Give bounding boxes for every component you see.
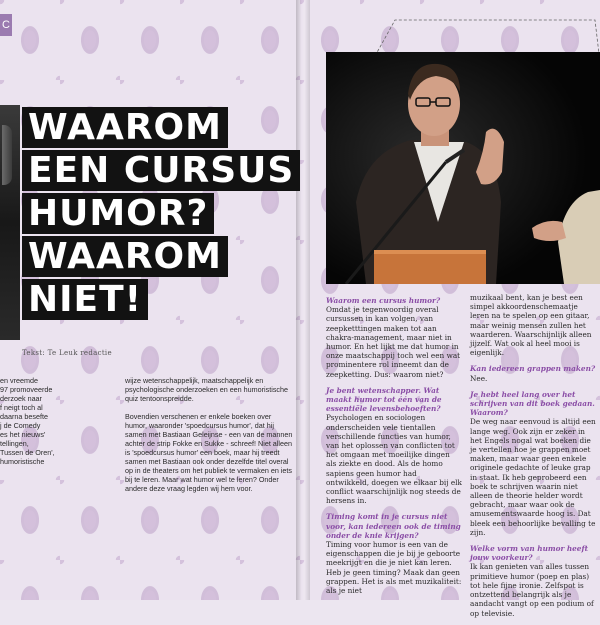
answer: muzikaal bent, kan je best een simpel akkoordenschemaatje leren na te spelen op een gitaar, maar weinig mensen zullen het waarderen. Waarschijnlijk alleen jijzelf. Wat ook al heel mooi is eigenlijk. (470, 293, 592, 358)
text-line: humoristische (0, 457, 45, 466)
headline (22, 107, 300, 322)
text-line: tellingen, (0, 439, 29, 448)
question: Waarom een cursus humor? (326, 296, 441, 305)
question: Welke vorm van humor heeft jouw voorkeur? (470, 544, 588, 563)
qa-block (326, 296, 462, 379)
section-tab: C (0, 14, 12, 36)
qa-block (470, 390, 598, 537)
byline: Tekst: Te Leuk redactie (22, 349, 112, 357)
qa-block (326, 386, 462, 506)
text-line: 97 promoveerde (0, 385, 53, 394)
portrait-photo-left (0, 105, 20, 340)
question: Je hebt heel lang over het schrijven van dit boek gedaan. Waarom? (470, 389, 595, 418)
answer: Nee. (470, 373, 488, 383)
paragraph: wijze wetenschappelijk, maatschappelijk en psychologische onderzoeken en een humoristische quiz tentoonspreidde. (125, 376, 289, 403)
text-line: daarna besefte (0, 412, 48, 421)
headline-line: WAAROM (22, 107, 228, 148)
answer: Timing voor humor is een van de eigenschappen die je bij je geboorte meekrijgt en die je niet kan leren. Heb je geen timing? Maak dan geen grappen. Het is als met muzikaliteit: als je niet (326, 540, 462, 596)
qa-block (470, 544, 598, 618)
text-line: en vreemde (0, 376, 38, 385)
headline-line: NIET! (22, 279, 148, 320)
qa-block (470, 364, 598, 382)
headline-line: HUMOR? (22, 193, 214, 234)
interview-column-1 (326, 296, 462, 602)
qa-block (326, 512, 462, 595)
left-text-column-1 (0, 376, 110, 466)
text-line: es het nieuws' (0, 430, 46, 439)
text-line: j de Comedy (0, 421, 41, 430)
portrait-ear (2, 125, 12, 185)
headline-line: WAAROM (22, 236, 228, 277)
headline-line: EEN CURSUS (22, 150, 300, 191)
speaker-photo (326, 52, 600, 284)
question: Kan iedereen grappen maken? (470, 364, 596, 374)
answer: Psychologen en sociologen onderscheiden vele tientallen verschillende functies van humor, van het oplossen van conflicten tot het omgaan met moeilijke dingen als ziekte en dood. Als de homo sapiens geen humor had ontwikkeld, doegen we elkaar bij elk conflict waarschijnlijk nog steeds de hersens in. (326, 413, 462, 506)
paragraph: Bovendien verschenen er enkele boeken over humor, waaronder 'spoedcursus humor', dat hij samen met Bastiaan Geleijnse - een van de mannen achter de strip Fokke en Sukke - schreef! Niet alleen is 'spoedcursus humor' een boek, maar hij treedt samen met Bastiaan ook onder dezelfde titel overal op in de theaters om het publiek te vermaken en iets bij te leren. Maar wat humor wel te leren? Onder andere deze vraag legden wij hem voor. (125, 412, 293, 493)
interview-column-2 (470, 293, 598, 625)
left-text-column-2 (125, 376, 293, 502)
qa-block (470, 293, 598, 357)
text-line: derzoek naar (0, 394, 42, 403)
text-line: f neigt toch al (0, 403, 43, 412)
answer: Omdat je tegenwoordig overal cursussen in kan volgen, van zeepketttingen maken tot aan chakra-management, maar niet in humor. En het lijkt me dat humor in onze maatschappij toch wel een wat prominentere rol inneemt dan de zeepketting. Dus: waarom niet? (326, 305, 461, 379)
question: Timing komt in je cursus niet voor, kan iedereen ook de timing onder de knie krijgen? (326, 512, 461, 540)
question: Je bent wetenschapper. Wat maakt humor tot één van de essentiële levensbehoeften? (326, 385, 442, 414)
answer: Ik kan genieten van alles tussen primitieve humor (poep en plas) tot hele fijne ironie. Zelfspot is ontzettend belangrijk als je aandacht vangt op een podium of op televisie. (470, 562, 594, 618)
answer: De weg naar eenvoud is altijd een lange weg. Ook zijn er zeker in het Engels nogal wat boeken die je vertellen hoe je grappen moet maken, maar waar geen enkele originele gedachte of leuke grap in staat. Ik heb geprobeerd een boek te schrijven waarin niet alleen de theorie helder wordt gebracht, maar waar ook de amusementswaarde hoog is. Dat bleek een behoorlijke bevalling te zijn. (470, 417, 596, 537)
text-line: Tussen de Oren', (0, 448, 55, 457)
